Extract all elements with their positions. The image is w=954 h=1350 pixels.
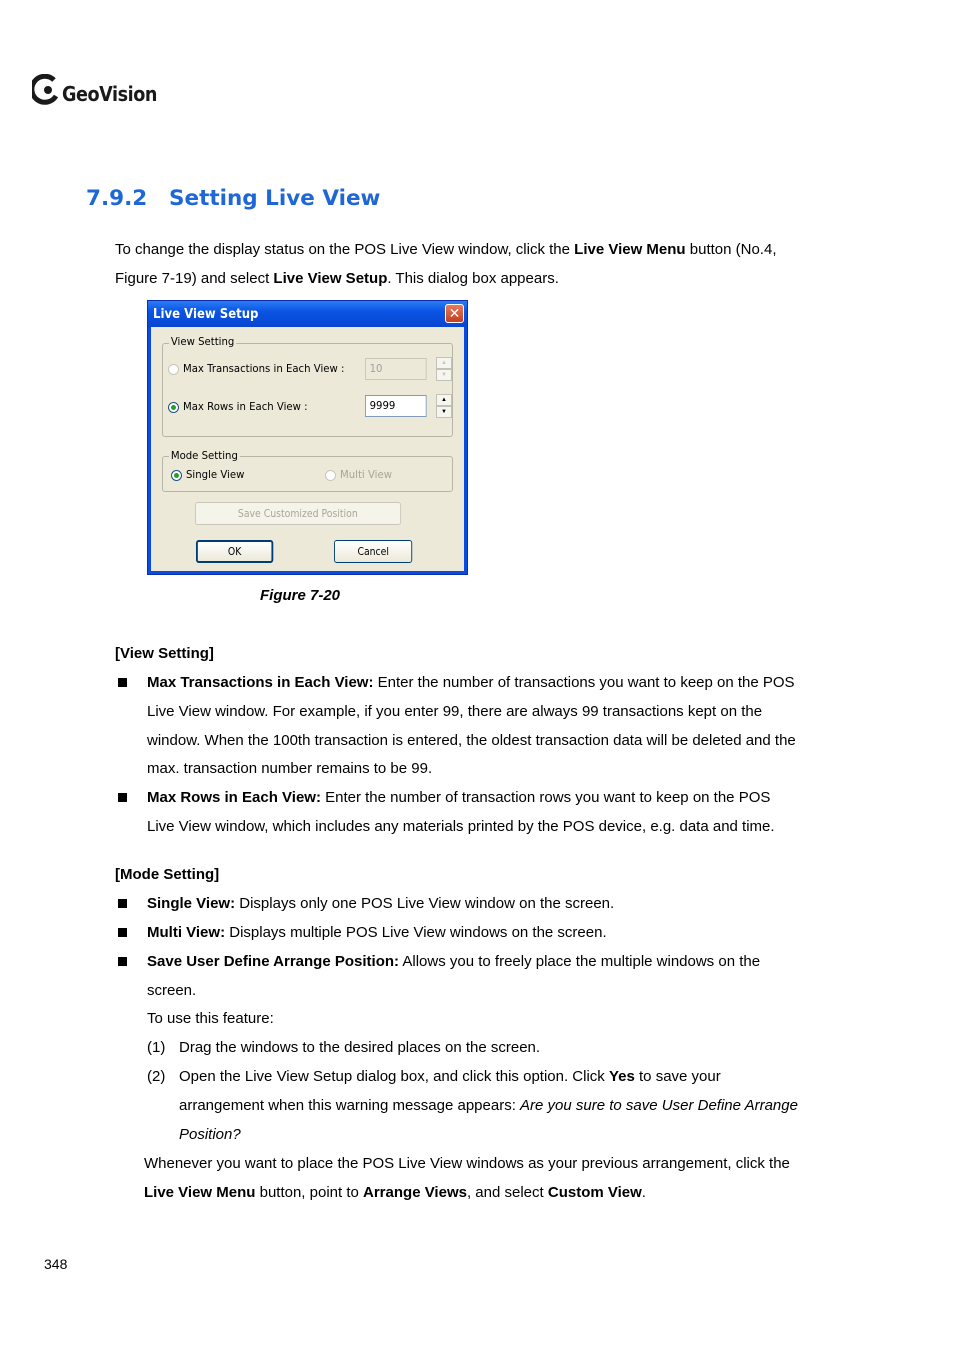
intro-text: To change the display status on the POS Live View window, click the <box>115 241 575 258</box>
max-transactions-field[interactable]: 10 <box>365 358 427 380</box>
live-view-setup-dialog <box>147 300 468 575</box>
intro-line-2 <box>115 264 559 293</box>
section-title: Setting Live View <box>169 186 381 211</box>
intro-text: Figure 7-19) and select <box>115 270 274 287</box>
desc: . <box>641 1184 646 1201</box>
desc: Displays multiple POS Live View windows on the screen. <box>225 924 607 941</box>
mode-setting-label: Mode Setting <box>170 449 238 462</box>
save-position-desc-1 <box>147 947 760 976</box>
term: Save User Define Arrange Position: <box>147 953 400 970</box>
mode-setting-header: [Mode Setting] <box>115 866 220 883</box>
term: Max Rows in Each View: <box>147 789 321 806</box>
warning-message: Are you sure to save User Define Arrange <box>520 1097 798 1114</box>
desc: , and select <box>466 1184 548 1201</box>
step-1-text: Drag the windows to the desired places on the screen. <box>179 1039 541 1056</box>
max-rows-field[interactable]: 9999 <box>365 395 427 417</box>
step-1-number: (1) <box>147 1039 166 1056</box>
view-setting-header: [View Setting] <box>115 645 214 662</box>
dialog-body <box>151 327 464 571</box>
intro-bold: Live View Menu <box>574 241 686 258</box>
term: Single View: <box>147 895 236 912</box>
bullet-icon <box>118 957 127 966</box>
multi-view-desc <box>147 918 607 947</box>
term: Yes <box>608 1068 635 1085</box>
multi-view-label: Multi View <box>340 468 392 481</box>
geovision-logo-icon <box>32 74 62 106</box>
desc: Enter the number of transaction rows you want to keep on the POS <box>320 789 771 806</box>
bullet-icon <box>118 678 127 687</box>
step-2-line-2 <box>179 1091 798 1120</box>
max-transactions-desc-1 <box>147 668 795 697</box>
desc: arrangement when this warning message appears: <box>179 1097 521 1114</box>
view-setting-label: View Setting <box>170 335 235 348</box>
dialog-titlebar <box>148 301 467 327</box>
single-view-label: Single View <box>186 468 245 481</box>
stepper-up-icon[interactable]: ▲ <box>436 394 452 406</box>
figure-caption: Figure 7-20 <box>260 587 341 604</box>
stepper-up-icon[interactable]: ▲ <box>436 357 452 369</box>
section-heading <box>86 186 380 211</box>
desc: Open the Live View Setup dialog box, and click this option. Click <box>179 1068 609 1085</box>
cancel-button[interactable] <box>334 540 412 563</box>
ok-label: OK <box>227 545 242 558</box>
multi-view-radio[interactable] <box>325 470 336 481</box>
intro-bold: Live View Setup <box>273 270 388 287</box>
desc: button, point to <box>255 1184 364 1201</box>
final-line-1: Whenever you want to place the POS Live View windows as your previous arrangement, click the <box>144 1155 790 1172</box>
save-position-desc-2: screen. <box>147 982 197 999</box>
final-line-2 <box>144 1178 646 1207</box>
intro-text: button (No.4, <box>685 241 777 258</box>
bullet-icon <box>118 928 127 937</box>
max-transactions-label: Max Transactions in Each View : <box>183 362 345 375</box>
single-view-radio[interactable] <box>171 470 182 481</box>
save-customized-position-button[interactable] <box>195 502 401 525</box>
max-transactions-stepper[interactable] <box>436 357 452 381</box>
geovision-logo <box>32 74 172 110</box>
stepper-down-icon[interactable]: ▼ <box>436 369 452 381</box>
max-transactions-radio[interactable] <box>168 364 179 375</box>
close-icon[interactable]: ✕ <box>445 304 464 323</box>
term: Custom View <box>547 1184 642 1201</box>
stepper-down-icon[interactable]: ▼ <box>436 406 452 418</box>
intro-line-1 <box>115 235 776 264</box>
step-2-line-3: Position? <box>179 1126 241 1143</box>
max-rows-stepper[interactable] <box>436 394 452 418</box>
max-rows-desc-2: Live View window, which includes any materials printed by the POS device, e.g. data and time. <box>147 818 775 835</box>
max-transactions-desc-4: max. transaction number remains to be 99. <box>147 760 433 777</box>
step-2-line-1 <box>179 1062 721 1091</box>
dialog-title: Live View Setup <box>153 307 259 322</box>
desc: to save your <box>634 1068 721 1085</box>
max-rows-radio[interactable] <box>168 402 179 413</box>
single-view-desc <box>147 889 614 918</box>
max-transactions-desc-2: Live View window. For example, if you enter 99, there are always 99 transactions kept on the <box>147 703 763 720</box>
desc: Allows you to freely place the multiple windows on the <box>399 953 761 970</box>
desc: Enter the number of transactions you want to keep on the POS <box>373 674 795 691</box>
cancel-label: Cancel <box>357 545 389 558</box>
max-rows-desc-1 <box>147 783 770 812</box>
section-number: 7.9.2 <box>86 186 148 211</box>
bullet-icon <box>118 899 127 908</box>
term: Multi View: <box>147 924 226 941</box>
page-number: 348 <box>44 1256 68 1272</box>
term: Max Transactions in Each View: <box>147 674 374 691</box>
term: Arrange Views <box>363 1184 467 1201</box>
use-feature-text: To use this feature: <box>147 1010 274 1027</box>
save-position-label: Save Customized Position <box>238 507 358 520</box>
desc: Displays only one POS Live View window on the screen. <box>235 895 615 912</box>
logo-text: GeoVision <box>62 82 157 106</box>
max-transactions-desc-3: window. When the 100th transaction is entered, the oldest transaction data will be deleted and the <box>147 732 796 749</box>
ok-button[interactable] <box>196 540 273 563</box>
term: Live View Menu <box>144 1184 256 1201</box>
bullet-icon <box>118 793 127 802</box>
intro-text: . This dialog box appears. <box>387 270 559 287</box>
max-rows-label: Max Rows in Each View : <box>183 400 308 413</box>
step-2-number: (2) <box>147 1068 166 1085</box>
